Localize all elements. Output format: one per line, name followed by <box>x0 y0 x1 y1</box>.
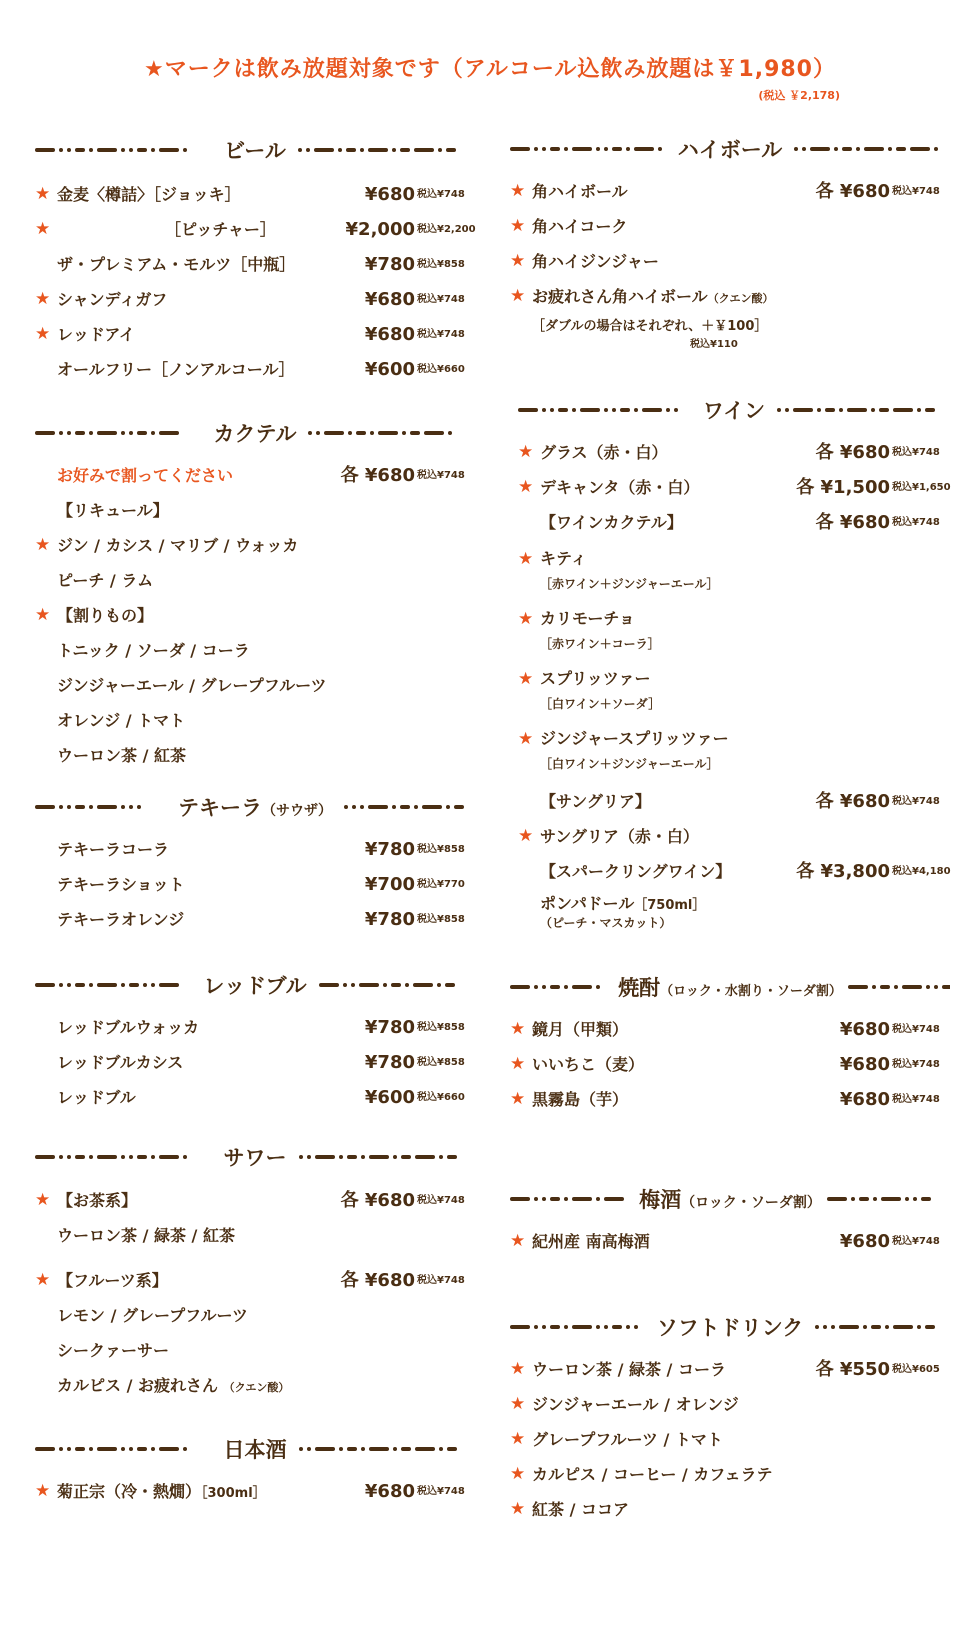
item-tax: 税込¥858 <box>417 844 465 855</box>
menu-item <box>35 1045 475 1080</box>
menu-item <box>35 1183 475 1218</box>
item-price: ¥780 <box>364 1052 415 1073</box>
divider-right <box>815 1323 950 1331</box>
divider-right <box>299 1153 476 1161</box>
menu-item <box>35 1298 475 1333</box>
item-price: ¥780 <box>364 254 415 275</box>
item-name: ピーチ / ラム <box>57 571 154 590</box>
star-icon: ★ <box>510 1429 526 1449</box>
section-redbull <box>35 970 475 1115</box>
section-title: サワー <box>223 1146 287 1170</box>
item-name: ウーロン茶 / 緑茶 / コーラ <box>532 1360 726 1379</box>
item-price: 各 ¥1,500 <box>796 477 890 498</box>
divider-right <box>319 981 475 989</box>
item-tax: 税込¥748 <box>892 186 940 197</box>
notice-tax: (税込 ￥2,178) <box>758 89 840 102</box>
menu-item <box>510 1224 950 1259</box>
star-icon: ★ <box>35 324 51 344</box>
star-icon: ★ <box>35 535 51 555</box>
star-icon: ★ <box>518 609 534 629</box>
menu-item <box>35 563 475 598</box>
item-tax: 税込¥748 <box>417 294 465 305</box>
item-price: ¥700 <box>364 874 415 895</box>
item-name-text: ポンパドール <box>540 894 635 913</box>
item-price: 各 ¥680 <box>815 512 890 533</box>
menu-item <box>518 604 950 660</box>
star-icon: ★ <box>35 184 51 204</box>
menu-item <box>510 1387 950 1422</box>
item-note: ［白ワイン＋ジンジャーエール］ <box>540 757 719 771</box>
section-title-sub: （ロック・水割り・ソーダ割） <box>660 984 842 999</box>
menu-item <box>35 1333 475 1368</box>
star-icon: ★ <box>510 1359 526 1379</box>
star-icon: ★ <box>518 442 534 462</box>
item-tax: 税込¥748 <box>892 1094 940 1105</box>
item-name: レッドアイ <box>57 325 135 344</box>
item-note: （ピーチ・マスカット） <box>540 916 672 930</box>
item-tax: 税込¥858 <box>417 1057 465 1068</box>
notice-banner: ★マークは飲み放題対象です（アルコール込飲み放題は￥1,980） <box>144 57 836 82</box>
section-title-text: 焼酎 <box>618 976 661 1000</box>
menu-item <box>35 1010 475 1045</box>
section-header <box>35 792 475 822</box>
divider-left <box>510 1323 645 1331</box>
item-name: レッドブルウォッカ <box>57 1018 200 1037</box>
menu-item <box>35 902 475 937</box>
star-icon: ★ <box>35 289 51 309</box>
menu-item <box>510 279 950 314</box>
menu-item <box>510 1422 950 1457</box>
item-name: 【スパークリングワイン】 <box>540 862 732 881</box>
section-cocktail <box>35 418 475 773</box>
divider-left <box>510 145 666 153</box>
menu-item <box>35 703 475 738</box>
section-soft-drinks <box>510 1312 950 1527</box>
section-header <box>35 418 475 448</box>
item-name: ウーロン茶 / 緑茶 / 紅茶 <box>57 1226 235 1245</box>
menu-item <box>510 209 950 244</box>
section-title-text: 梅酒 <box>639 1188 682 1212</box>
menu-item <box>518 470 950 505</box>
item-name: テキーラオレンジ <box>57 910 185 929</box>
menu-item <box>35 1263 475 1298</box>
item-tax: 税込¥748 <box>417 329 465 340</box>
item-price: ¥2,000 <box>345 219 415 240</box>
item-name: シャンディガフ <box>57 290 168 309</box>
section-title-sub: （ロック・ソーダ割） <box>681 1195 821 1211</box>
item-name-sub: ［750ml］ <box>634 898 706 913</box>
divider-right <box>848 983 950 991</box>
item-name: キティ <box>540 549 587 568</box>
item-name: 鏡月（甲類） <box>532 1020 629 1039</box>
menu-item <box>518 819 950 854</box>
item-name: ザ・プレミアム・モルツ［中瓶］ <box>57 255 296 274</box>
item-name-sub: ［300ml］ <box>201 1486 266 1501</box>
item-price: ¥680 <box>839 1054 890 1075</box>
star-icon: ★ <box>518 729 534 749</box>
menu-item <box>518 505 950 540</box>
item-tax: 税込¥660 <box>417 364 465 375</box>
item-price: 各 ¥550 <box>815 1359 890 1380</box>
item-price: ¥780 <box>364 909 415 930</box>
menu-item <box>35 1080 475 1115</box>
item-price: ¥780 <box>364 1017 415 1038</box>
item-note: ［赤ワイン＋ジンジャーエール］ <box>540 577 719 591</box>
menu-item <box>35 458 475 493</box>
section-header <box>35 970 475 1000</box>
star-icon: ★ <box>510 1464 526 1484</box>
item-price: ¥680 <box>364 184 415 205</box>
item-name-text: 菊正宗（冷・熱燗） <box>57 1482 202 1501</box>
item-name: オールフリー［ノンアルコール］ <box>57 360 295 379</box>
item-name-text: お疲れさん角ハイボール <box>532 287 708 306</box>
item-name: レッドブル <box>57 1088 136 1107</box>
item-name <box>57 1474 266 1511</box>
item-name: ウーロン茶 / 紅茶 <box>57 746 186 765</box>
item-name: グレープフルーツ / トマト <box>532 1430 723 1449</box>
item-name: レモン / グレープフルーツ <box>57 1306 248 1325</box>
menu-item <box>35 528 475 563</box>
divider-right <box>827 1195 950 1203</box>
section-header <box>35 135 475 165</box>
section-header <box>510 1312 950 1342</box>
note-tax: 税込¥110 <box>690 339 738 350</box>
star-icon: ★ <box>510 251 526 271</box>
item-name: 【ワインカクテル】 <box>540 513 683 532</box>
item-name: カリモーチョ <box>540 609 635 628</box>
section-header <box>518 395 950 425</box>
item-name: ジンジャースプリッツァー <box>540 729 729 748</box>
item-tax: 税込¥858 <box>417 1022 465 1033</box>
menu-item <box>518 724 950 780</box>
section-umeshu <box>510 1184 950 1259</box>
item-name: ジンジャーエール / オレンジ <box>532 1395 739 1414</box>
item-tax: 税込¥1,650 <box>892 482 951 493</box>
item-name: 【割りもの】 <box>57 606 154 625</box>
item-price: ¥780 <box>364 839 415 860</box>
menu-item <box>35 282 475 317</box>
menu-item <box>510 1352 950 1387</box>
item-price: 各 ¥680 <box>815 791 890 812</box>
item-price: ¥680 <box>839 1019 890 1040</box>
item-name: 紀州産 南高梅酒 <box>532 1232 650 1251</box>
section-title: 日本酒 <box>223 1438 287 1462</box>
item-tax: 税込¥748 <box>892 517 940 528</box>
menu-item <box>35 1368 475 1403</box>
menu-item <box>518 854 950 889</box>
item-name: スプリッツァー <box>540 669 651 688</box>
item-tax: 税込¥858 <box>417 914 465 925</box>
item-price: ¥600 <box>364 1087 415 1108</box>
star-icon: ★ <box>518 826 534 846</box>
section-title: ワイン <box>702 399 766 423</box>
star-icon: ★ <box>510 1499 526 1519</box>
item-name: ジン / カシス / マリブ / ウォッカ <box>57 536 299 555</box>
item-tax: 税込¥770 <box>417 879 465 890</box>
menu-item <box>35 867 475 902</box>
star-icon: ★ <box>510 1089 526 1109</box>
star-icon: ★ <box>35 1190 51 1210</box>
star-icon: ★ <box>510 1054 526 1074</box>
star-icon: ★ <box>35 605 51 625</box>
item-tax: 税込¥748 <box>417 1195 465 1206</box>
item-name: レッドブルカシス <box>57 1053 184 1072</box>
section-title <box>612 972 848 1002</box>
item-price: 各 ¥680 <box>815 181 890 202</box>
star-icon: ★ <box>35 219 51 239</box>
item-name: テキーラコーラ <box>57 840 170 859</box>
menu-item <box>35 738 475 773</box>
menu-item <box>35 598 475 633</box>
section-title: カクテル <box>213 422 297 446</box>
menu-item <box>518 664 950 720</box>
menu-item <box>35 212 475 247</box>
item-price: ¥600 <box>364 359 415 380</box>
item-name: グラス（赤・白） <box>540 443 668 462</box>
star-icon: ★ <box>510 286 526 306</box>
item-name: テキーラショット <box>57 875 185 894</box>
item-tax: 税込¥748 <box>892 796 940 807</box>
menu-item <box>518 889 950 933</box>
item-price: 各 ¥680 <box>340 465 415 486</box>
section-header <box>510 972 950 1002</box>
divider-left <box>35 981 191 989</box>
item-name: トニック / ソーダ / コーラ <box>57 641 250 660</box>
menu-item <box>35 633 475 668</box>
item-name: オレンジ / トマト <box>57 711 186 730</box>
divider-right <box>299 1445 476 1453</box>
section-header <box>35 1434 475 1464</box>
item-name: 【フルーツ系】 <box>57 1271 168 1290</box>
item-price: ¥680 <box>839 1089 890 1110</box>
item-name: ［ピッチャー］ <box>165 220 276 239</box>
star-icon: ★ <box>35 1481 51 1501</box>
menu-item <box>518 784 950 819</box>
item-tax: 税込¥748 <box>892 1024 940 1035</box>
menu-item <box>35 832 475 867</box>
item-price: ¥680 <box>364 324 415 345</box>
item-tax: 税込¥748 <box>417 470 465 481</box>
divider-left <box>35 803 166 811</box>
divider-right <box>344 803 475 811</box>
item-tax: 税込¥748 <box>892 1059 940 1070</box>
section-title: ソフトドリンク <box>656 1316 804 1340</box>
item-price: ¥680 <box>839 1231 890 1252</box>
menu-item <box>35 668 475 703</box>
item-name: ジンジャーエール / グレープフルーツ <box>57 676 327 695</box>
section-title-text: テキーラ <box>178 796 262 820</box>
item-price: 各 ¥680 <box>340 1270 415 1291</box>
menu-item <box>35 1218 475 1253</box>
menu-item <box>510 174 950 209</box>
item-name: カルピス / コーヒー / カフェラテ <box>532 1465 773 1484</box>
item-price: 各 ¥680 <box>340 1190 415 1211</box>
section-shochu <box>510 972 950 1117</box>
section-header <box>510 134 950 164</box>
menu-item <box>510 1047 950 1082</box>
item-name <box>57 1368 289 1405</box>
item-name: サングリア（赤・白） <box>540 827 699 846</box>
menu-item <box>510 1457 950 1492</box>
section-highball <box>510 134 950 354</box>
item-name: 金麦〈樽詰〉［ジョッキ］ <box>57 185 241 204</box>
item-tax: 税込¥748 <box>892 447 940 458</box>
item-name: いいちこ（麦） <box>532 1055 645 1074</box>
item-name: 角ハイボール <box>532 182 628 201</box>
divider-left <box>35 429 202 437</box>
section-sake <box>35 1434 475 1509</box>
item-tax: 税込¥748 <box>417 1275 465 1286</box>
menu-item <box>510 1012 950 1047</box>
star-icon: ★ <box>35 1270 51 1290</box>
divider-left <box>35 146 212 154</box>
item-price: 各 ¥680 <box>815 442 890 463</box>
item-tax: 税込¥2,200 <box>417 224 476 235</box>
star-icon: ★ <box>518 549 534 569</box>
menu-item <box>510 1492 950 1527</box>
menu-item <box>510 1082 950 1117</box>
divider-left <box>510 1195 633 1203</box>
item-name: 黒霧島（芋） <box>532 1090 629 1109</box>
item-name: 【サングリア】 <box>540 792 651 811</box>
item-name: お好みで割ってください <box>57 466 234 485</box>
section-beer <box>35 135 475 387</box>
item-tax: 税込¥660 <box>417 1092 465 1103</box>
section-sour <box>35 1142 475 1403</box>
star-icon: ★ <box>518 669 534 689</box>
divider-left <box>518 406 691 414</box>
item-price: ¥680 <box>364 289 415 310</box>
item-tax: 税込¥605 <box>892 1364 940 1375</box>
star-icon: ★ <box>510 1231 526 1251</box>
section-title: レッドブル <box>203 974 307 998</box>
item-price: ¥680 <box>364 1481 415 1502</box>
star-icon: ★ <box>510 181 526 201</box>
divider-right <box>308 429 475 437</box>
item-name: デキャンタ（赤・白） <box>540 478 700 497</box>
section-tequila <box>35 792 475 937</box>
item-tax: 税込¥4,180 <box>892 866 951 877</box>
item-name-sub: （クエン酸） <box>223 1381 290 1394</box>
divider-left <box>510 983 612 991</box>
menu-item <box>35 247 475 282</box>
item-name: 【お茶系】 <box>57 1191 138 1210</box>
menu-item <box>35 177 475 212</box>
divider-left <box>35 1153 212 1161</box>
item-tax: 税込¥748 <box>892 1236 940 1247</box>
star-icon: ★ <box>518 477 534 497</box>
section-title <box>633 1184 827 1214</box>
divider-right <box>777 406 950 414</box>
item-tax: 税込¥858 <box>417 259 465 270</box>
section-title: ハイボール <box>677 138 783 162</box>
item-name: 角ハイジンジャー <box>532 252 659 271</box>
menu-item <box>510 244 950 279</box>
item-tax: 税込¥748 <box>417 189 465 200</box>
section-title: ビール <box>224 139 286 163</box>
divider-left <box>35 1445 212 1453</box>
item-name: シークァーサー <box>57 1341 170 1360</box>
section-header <box>35 1142 475 1172</box>
star-icon: ★ <box>510 216 526 236</box>
item-name <box>532 279 773 316</box>
star-icon: ★ <box>510 1019 526 1039</box>
item-name-text: カルピス / お疲れさん <box>57 1376 218 1395</box>
menu-item <box>35 493 475 528</box>
section-title <box>166 792 344 822</box>
menu-item <box>35 1474 475 1509</box>
item-price: 各 ¥3,800 <box>796 861 890 882</box>
menu-item <box>518 544 950 600</box>
section-title-sub: （サウザ） <box>262 803 332 819</box>
item-note: ［白ワイン＋ソーダ］ <box>540 697 661 711</box>
divider-right <box>298 146 475 154</box>
item-name: 【リキュール】 <box>57 501 169 520</box>
menu-item <box>35 352 475 387</box>
item-note: ［赤ワイン＋コーラ］ <box>540 637 660 651</box>
note-text: ［ダブルの場合はそれぞれ、＋￥100］ <box>532 319 768 334</box>
item-name: 紅茶 / ココア <box>532 1500 629 1519</box>
item-name-sub: （クエン酸） <box>707 292 774 305</box>
item-tax: 税込¥748 <box>417 1486 465 1497</box>
highball-note <box>510 318 950 354</box>
divider-right <box>794 145 950 153</box>
section-wine <box>518 395 950 933</box>
section-header <box>510 1184 950 1214</box>
menu-item <box>518 435 950 470</box>
star-icon: ★ <box>510 1394 526 1414</box>
menu-item <box>35 317 475 352</box>
item-name: 角ハイコーク <box>532 217 628 236</box>
